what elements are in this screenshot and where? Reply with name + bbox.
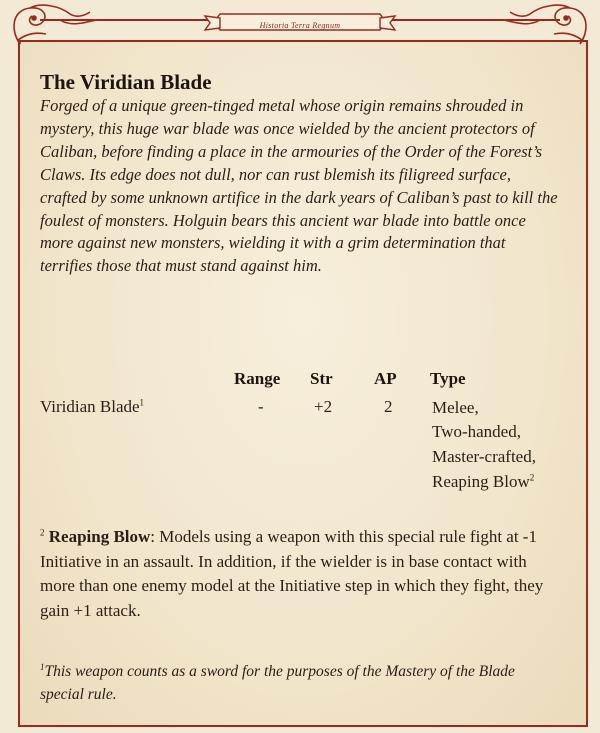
special-rule-footnote-mark: 2 bbox=[40, 527, 45, 538]
header-ap: AP bbox=[374, 369, 397, 388]
flourish-left-icon bbox=[14, 5, 140, 44]
weapon-ap: 2 bbox=[384, 397, 393, 416]
weapon-range: - bbox=[258, 397, 264, 416]
special-rule-text: : Models using a weapon with this special rule fight at -1 Initiative in an assault. In addition, if the wielder is in base contact with more than one enemy model at the Initiative step in which they fight, they gain +1 attack. bbox=[40, 527, 544, 620]
entry-title: The Viridian Blade bbox=[40, 70, 212, 94]
header-range: Range bbox=[234, 369, 281, 388]
header-str: Str bbox=[310, 369, 333, 388]
weapon-name bbox=[40, 397, 144, 417]
weapon-type-line: Two-handed, bbox=[432, 422, 521, 441]
footnote-mark: 1 bbox=[40, 661, 45, 672]
footnote-text: This weapon counts as a sword for the purposes of the Mastery of the Blade special rule. bbox=[40, 663, 515, 703]
weapon-name-footnote-mark: 1 bbox=[139, 397, 145, 408]
weapon-type-footnote-mark: 2 bbox=[529, 472, 535, 483]
scroll-header bbox=[0, 0, 600, 50]
lore-paragraph: Forged of a unique green-tinged metal whose origin remains shrouded in mystery, this huge war blade was once wielded by the ancient protectors of Caliban, before finding a place in the armouries of the Order of the Forest’s Claws. Its edge does not dull, nor can rust blemish its filigreed surface, crafted by some unknown artifice in the dark years of Caliban’s past to kill the foulest of monsters. Holguin bears this ancient war blade into battle once more against new monsters, wielding it with a grim determination that terrifies those that must stand against him. bbox=[40, 96, 558, 276]
header-type: Type bbox=[430, 369, 466, 388]
weapon-name-text: Viridian Blade bbox=[40, 397, 140, 416]
weapon-type-text: Reaping Blow bbox=[432, 472, 530, 491]
weapon-type-line: Melee, bbox=[432, 398, 479, 417]
special-rule-name: Reaping Blow bbox=[48, 527, 151, 546]
flourish-right-icon bbox=[460, 5, 586, 44]
weapon-str: +2 bbox=[314, 397, 333, 416]
banner-label: Historia Terra Regnum bbox=[259, 21, 341, 30]
footnote bbox=[40, 660, 560, 706]
weapon-type-line: Master-crafted, bbox=[432, 447, 536, 466]
special-rule-paragraph bbox=[40, 525, 560, 623]
weapon-type-line-last bbox=[432, 471, 534, 493]
